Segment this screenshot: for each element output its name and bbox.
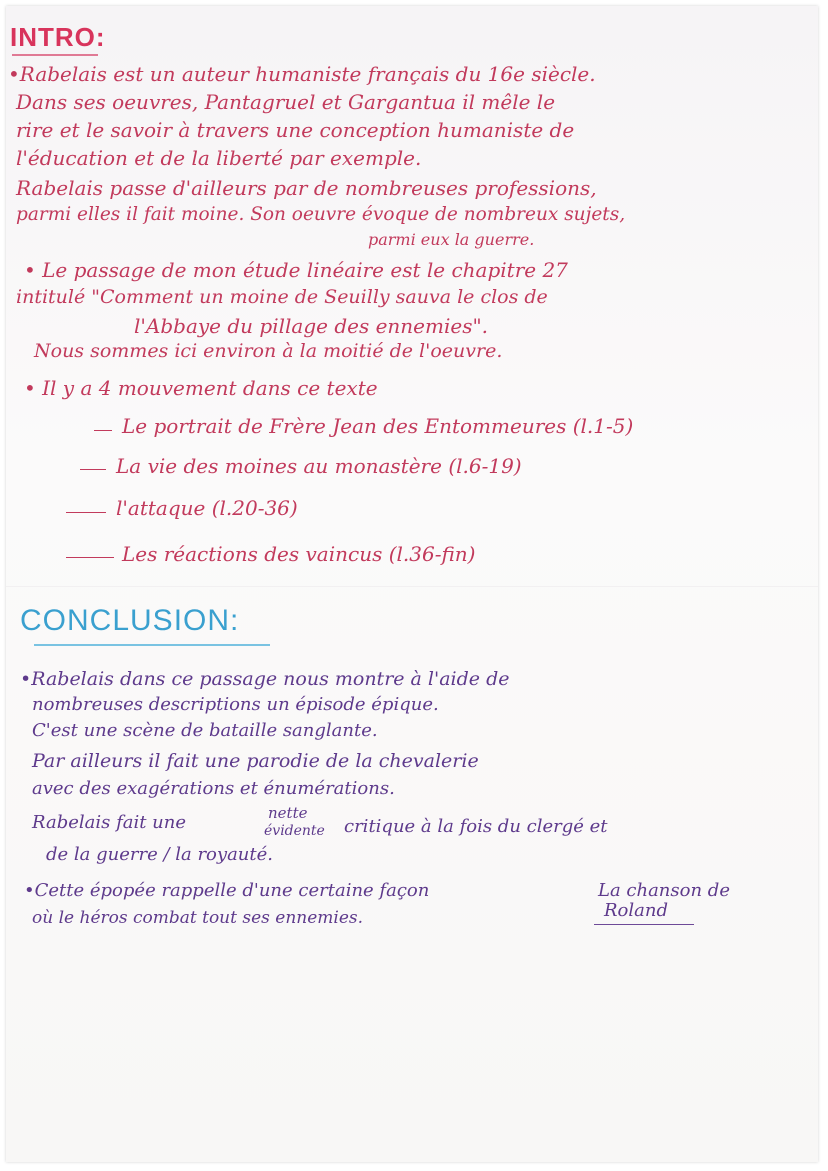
intro-line: l'éducation et de la liberté par exemple. bbox=[16, 146, 422, 170]
intro-line: rire et le savoir à travers une conception humaniste de bbox=[16, 118, 575, 142]
conclusion-line: •Cette épopée rappelle d'une certaine façon bbox=[24, 880, 430, 901]
intro-heading: INTRO: bbox=[10, 22, 106, 52]
movements-intro: • Il y a 4 mouvement dans ce texte bbox=[24, 376, 378, 400]
intro-line: parmi elles il fait moine. Son oeuvre évoque de nombreux sujets, bbox=[16, 204, 626, 225]
conclusion-line: où le héros combat tout ses ennemies. bbox=[32, 908, 364, 928]
notebook-page bbox=[6, 6, 818, 1162]
conclusion-word-evidente: évidente bbox=[264, 823, 325, 839]
movement-dash bbox=[66, 557, 114, 558]
conclusion-line: Rabelais fait une bbox=[32, 812, 187, 833]
movement-dash bbox=[80, 469, 106, 470]
intro-line: •Rabelais est un auteur humaniste français du 16e siècle. bbox=[8, 62, 596, 86]
intro-line: Nous sommes ici environ à la moitié de l'oeuvre. bbox=[34, 340, 503, 362]
movement-dash bbox=[66, 512, 106, 513]
intro-heading-underline bbox=[12, 54, 98, 56]
conclusion-line: avec des exagérations et énumérations. bbox=[32, 778, 395, 799]
book-title-underline bbox=[594, 924, 694, 925]
conclusion-line: critique à la fois du clergé et bbox=[344, 816, 608, 837]
conclusion-line: de la guerre / la royauté. bbox=[46, 844, 273, 865]
conclusion-book-title: Roland bbox=[604, 900, 668, 921]
conclusion-book-title: La chanson de bbox=[598, 880, 730, 901]
conclusion-heading: CONCLUSION: bbox=[20, 604, 240, 637]
intro-line: Dans ses oeuvres, Pantagruel et Gargantua il mêle le bbox=[16, 90, 556, 114]
conclusion-line: C'est une scène de bataille sanglante. bbox=[32, 720, 378, 741]
conclusion-heading-underline bbox=[34, 644, 270, 646]
movement-item: Le portrait de Frère Jean des Entommeures (l.1-5) bbox=[122, 414, 634, 438]
conclusion-word-nette: nette bbox=[268, 804, 308, 822]
intro-line: l'Abbaye du pillage des ennemies". bbox=[134, 314, 489, 338]
conclusion-line: nombreuses descriptions un épisode épique. bbox=[32, 694, 439, 715]
conclusion-line: •Rabelais dans ce passage nous montre à l'aide de bbox=[20, 668, 510, 690]
intro-line: parmi eux la guerre. bbox=[368, 230, 535, 249]
intro-line: • Le passage de mon étude linéaire est le chapitre 27 bbox=[24, 258, 568, 282]
conclusion-line: Par ailleurs il fait une parodie de la chevalerie bbox=[32, 750, 479, 772]
intro-line: intitulé "Comment un moine de Seuilly sauva le clos de bbox=[16, 286, 548, 308]
movement-item: La vie des moines au monastère (l.6-19) bbox=[116, 454, 522, 478]
intro-line: Rabelais passe d'ailleurs par de nombreuses professions, bbox=[16, 176, 597, 200]
movement-item: Les réactions des vaincus (l.36-fin) bbox=[122, 542, 476, 566]
movement-dash bbox=[94, 430, 112, 431]
movement-item: l'attaque (l.20-36) bbox=[116, 496, 298, 520]
